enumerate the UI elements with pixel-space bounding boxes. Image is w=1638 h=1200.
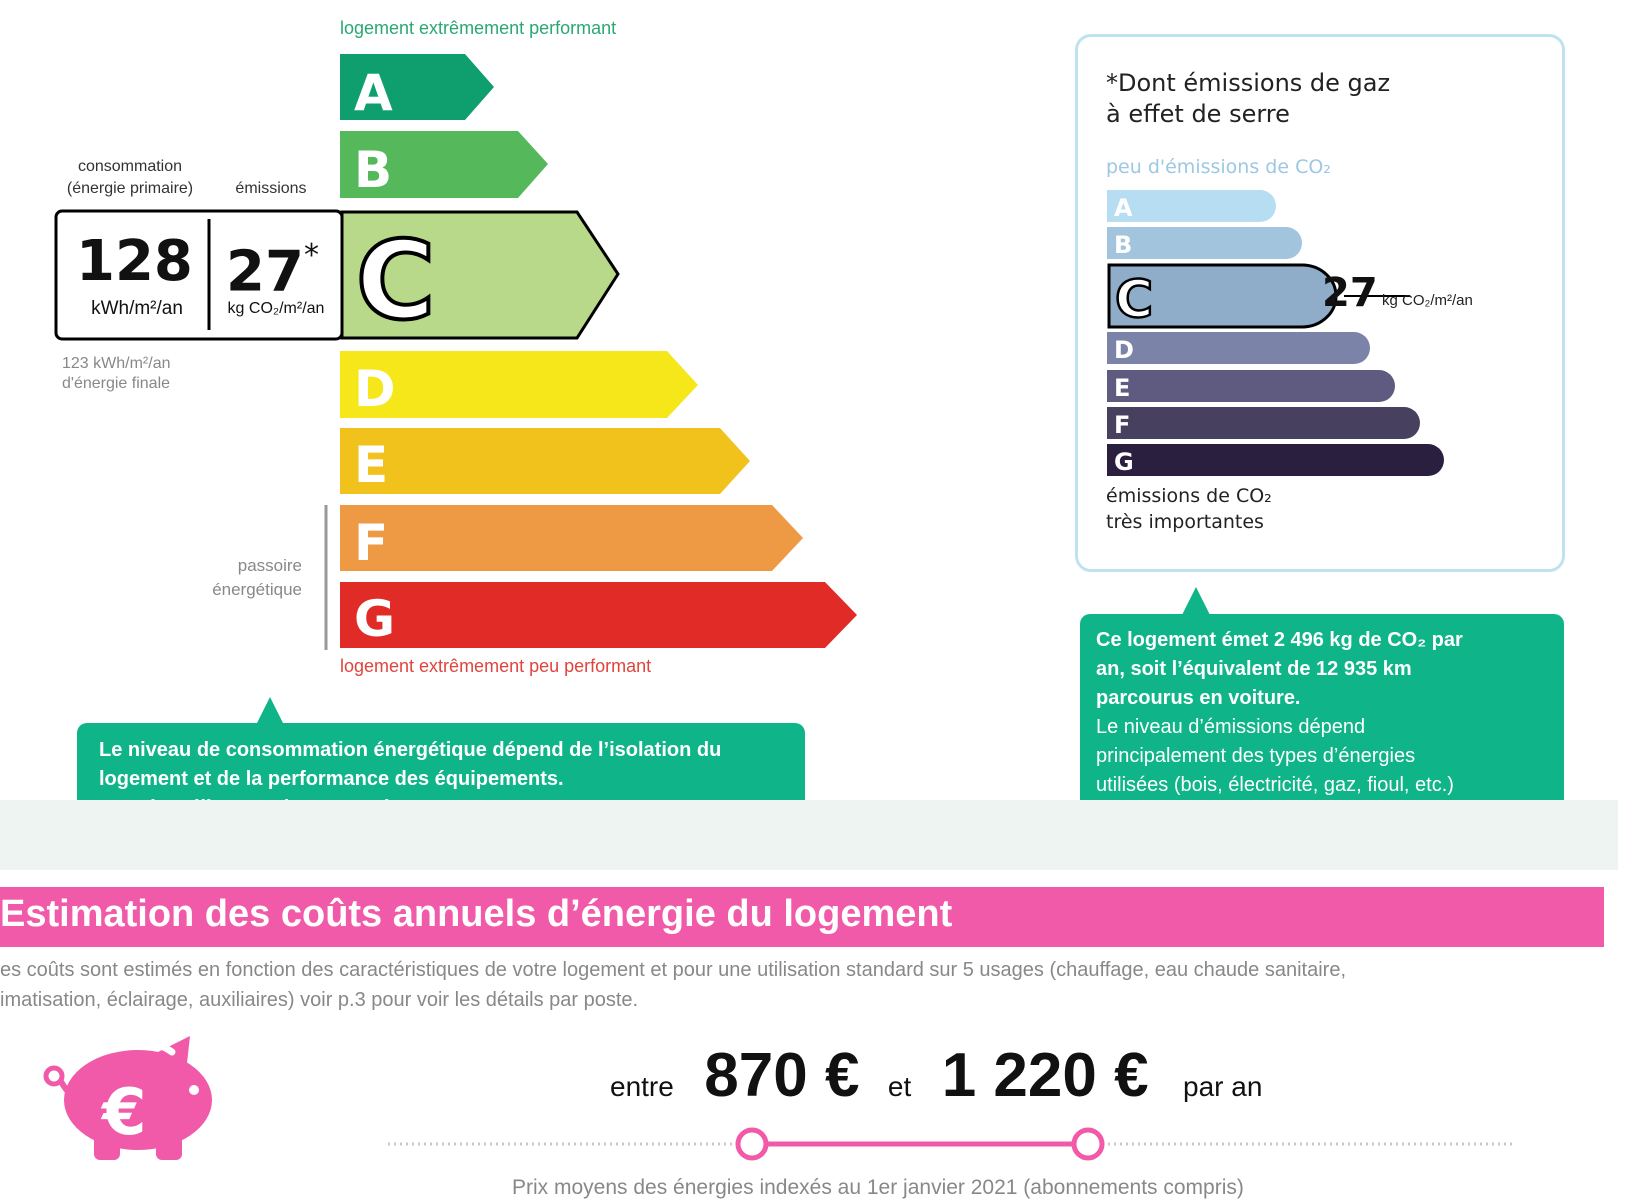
and-word: et <box>887 1071 912 1102</box>
emissions-header: émissions <box>235 180 307 197</box>
ges-bar-g <box>1107 444 1444 476</box>
ges-scale <box>1100 180 1520 480</box>
ges-bar-b <box>1107 227 1302 259</box>
cost-max: 1 220 € <box>941 1041 1149 1110</box>
ges-letter-d: D <box>1114 336 1134 364</box>
euro-symbol: € <box>102 1076 147 1150</box>
dpe-letter-d: D <box>354 360 396 418</box>
dpe-letter-b: B <box>354 141 393 199</box>
consumption-header: consommation (énergie primaire) <box>66 158 194 197</box>
between-word: entre <box>610 1071 674 1102</box>
dpe-bottom-caption: logement extrêmement peu performant <box>340 656 652 676</box>
ges-bottom-caption: émissions de CO₂ très importantes <box>1106 485 1272 533</box>
dpe-letter-a: A <box>354 64 393 122</box>
emissions-unit: kg CO₂/m²/an <box>227 300 325 317</box>
ges-callout-arrow <box>1182 587 1210 615</box>
consumption-unit: kWh/m²/an <box>91 298 183 319</box>
dpe-scale <box>0 0 880 680</box>
dpe-bar-e <box>340 428 750 494</box>
ges-value: 27 <box>1322 270 1378 316</box>
ges-letter-c: C <box>1115 270 1154 330</box>
ges-letter-f: F <box>1114 411 1131 439</box>
ges-bar-d <box>1107 332 1370 364</box>
dpe-bar-g <box>340 582 857 648</box>
dpe-letter-c: C <box>356 219 436 344</box>
ges-callout: Ce logement émet 2 496 kg de CO₂ par an, soit l’équivalent de 12 935 km parcourus en voiture. Le niveau d’émissions dépend principalement des types d’énergies utilisées (bois, électricité, gaz, fioul, etc.) <box>1080 614 1564 840</box>
ges-title: *Dont émissions de gaz à effet de serre <box>1106 69 1391 128</box>
ges-letter-e: E <box>1114 374 1131 402</box>
ges-letter-a: A <box>1114 194 1133 222</box>
costs-description: es coûts sont estimés en fonction des caractéristiques de votre logement et pour une utilisation standard sur 5 usages (chauffage, eau chaude sanitaire, imatisation, éclairage, auxiliaires) voir p.3 pour voir les détails par poste. <box>0 959 1346 1011</box>
ges-letter-g: G <box>1114 448 1134 476</box>
ges-letter-b: B <box>1114 231 1133 259</box>
dpe-top-caption: logement extrêmement performant <box>340 18 617 38</box>
cost-range-slider <box>380 1124 1520 1164</box>
range-handle-max <box>1074 1130 1102 1158</box>
range-handle-min <box>738 1130 766 1158</box>
dpe-letter-f: F <box>354 514 389 572</box>
ges-unit: kg CO₂/m²/an <box>1382 292 1473 309</box>
emissions-value: 27* <box>226 238 319 305</box>
ges-bar-e <box>1107 370 1395 402</box>
ges-top-caption: peu d'émissions de CO₂ <box>1106 156 1331 178</box>
consumption-value: 128 <box>76 229 193 294</box>
per-year-word: par an <box>1183 1071 1263 1102</box>
emissions-asterisk: * <box>303 238 319 273</box>
costs-title: Estimation des coûts annuels d’énergie du logement <box>0 893 953 935</box>
final-energy-note: 123 kWh/m²/an d'énergie finale <box>62 355 171 392</box>
dpe-callout: Le niveau de consommation énergétique dépend de l’isolation du logement et de la performance des équipements. <box>77 723 805 831</box>
piggy-bank-euro-icon <box>40 1032 230 1162</box>
dpe-letter-g: G <box>354 590 396 648</box>
dpe-bar-f <box>340 505 803 571</box>
passoire-label: passoire énergétique <box>212 556 302 599</box>
cost-min: 870 € <box>704 1041 860 1110</box>
cost-range <box>610 1040 1262 1111</box>
price-note: Prix moyens des énergies indexés au 1er janvier 2021 (abonnements compris) <box>512 1176 1244 1199</box>
ges-bar-f <box>1107 407 1420 439</box>
dpe-letter-e: E <box>354 436 389 494</box>
dpe-callout-arrow <box>256 697 284 725</box>
section-separator <box>0 800 1618 870</box>
